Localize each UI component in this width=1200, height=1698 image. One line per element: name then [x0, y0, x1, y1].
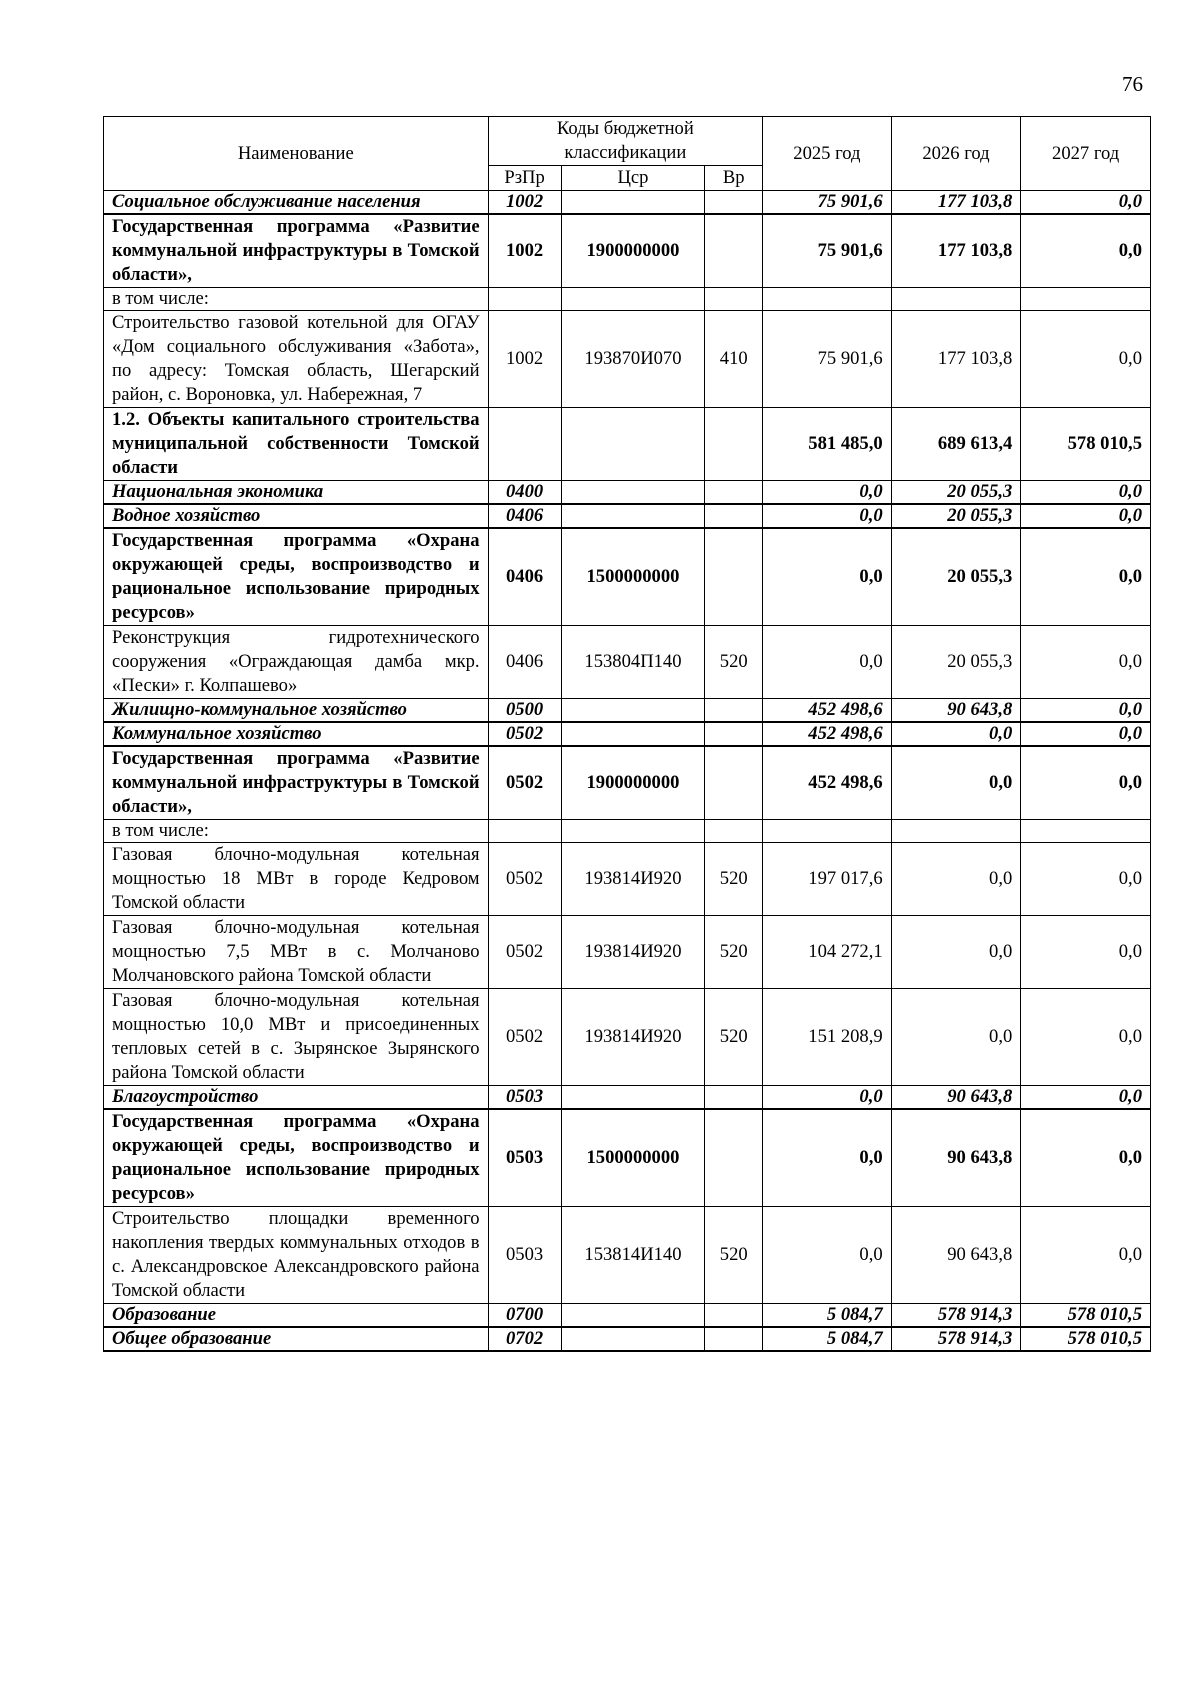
cell-2027: 578 010,5 — [1021, 1304, 1151, 1328]
cell-rzpr — [488, 408, 561, 481]
cell-2026: 578 914,3 — [891, 1304, 1021, 1328]
table-row — [104, 746, 1151, 820]
cell-vr — [705, 746, 763, 820]
cell-2027: 0,0 — [1021, 746, 1151, 820]
table-row — [104, 989, 1151, 1086]
header-2026: 2026 год — [891, 117, 1021, 191]
cell-rzpr: 0406 — [488, 504, 561, 528]
cell-csr: 153804П140 — [561, 626, 705, 699]
cell-rzpr: 1002 — [488, 214, 561, 288]
table-row — [104, 408, 1151, 481]
header-name: Наименование — [104, 117, 489, 191]
cell-rzpr: 1002 — [488, 191, 561, 215]
cell-2027: 0,0 — [1021, 481, 1151, 505]
cell-2025: 0,0 — [763, 1207, 892, 1304]
header-rzpr: РзПр — [488, 166, 561, 191]
cell-2027 — [1021, 820, 1151, 843]
cell-csr: 1900000000 — [561, 214, 705, 288]
cell-csr: 1900000000 — [561, 746, 705, 820]
cell-2027: 0,0 — [1021, 528, 1151, 626]
cell-csr — [561, 288, 705, 311]
cell-2027: 0,0 — [1021, 916, 1151, 989]
cell-2025: 0,0 — [763, 626, 892, 699]
cell-2026: 20 055,3 — [891, 626, 1021, 699]
cell-vr — [705, 214, 763, 288]
cell-vr — [705, 408, 763, 481]
table-row — [104, 504, 1151, 528]
cell-2026: 177 103,8 — [891, 214, 1021, 288]
cell-name: Коммунальное хозяйство — [104, 722, 489, 746]
header-codes-group: Коды бюджетной классификации — [488, 117, 763, 166]
table-row — [104, 699, 1151, 723]
table-row — [104, 481, 1151, 505]
cell-2025 — [763, 820, 892, 843]
cell-name: Государственная программа «Развитие коммунальной инфраструктуры в Томской области», — [104, 746, 489, 820]
cell-csr — [561, 481, 705, 505]
cell-vr — [705, 504, 763, 528]
table-body — [104, 191, 1151, 1352]
cell-2026: 689 613,4 — [891, 408, 1021, 481]
cell-rzpr: 0406 — [488, 528, 561, 626]
cell-vr — [705, 288, 763, 311]
cell-name: Газовая блочно-модульная котельная мощностью 10,0 МВт и присоединенных тепловых сетей в с. Зырянское Зырянского района Томской области — [104, 989, 489, 1086]
header-vr: Вр — [705, 166, 763, 191]
cell-vr — [705, 481, 763, 505]
cell-2026: 0,0 — [891, 989, 1021, 1086]
cell-vr: 520 — [705, 1207, 763, 1304]
cell-2027: 578 010,5 — [1021, 1327, 1151, 1351]
cell-2026: 20 055,3 — [891, 504, 1021, 528]
cell-vr — [705, 191, 763, 215]
header-2025: 2025 год — [763, 117, 892, 191]
table-row — [104, 1086, 1151, 1110]
cell-rzpr: 0702 — [488, 1327, 561, 1351]
cell-2025: 5 084,7 — [763, 1327, 892, 1351]
table-row — [104, 528, 1151, 626]
cell-2027: 0,0 — [1021, 626, 1151, 699]
table-row — [104, 1109, 1151, 1207]
cell-rzpr: 0700 — [488, 1304, 561, 1328]
cell-name: Государственная программа «Охрана окружающей среды, воспроизводство и рациональное использование природных ресурсов» — [104, 528, 489, 626]
cell-rzpr: 0400 — [488, 481, 561, 505]
cell-2027: 0,0 — [1021, 699, 1151, 723]
cell-csr: 1500000000 — [561, 1109, 705, 1207]
table-row — [104, 916, 1151, 989]
cell-2025: 452 498,6 — [763, 722, 892, 746]
cell-rzpr: 0502 — [488, 746, 561, 820]
cell-csr — [561, 191, 705, 215]
cell-csr — [561, 504, 705, 528]
cell-2026 — [891, 288, 1021, 311]
table-header — [104, 117, 1151, 191]
cell-2025: 0,0 — [763, 1086, 892, 1110]
cell-rzpr — [488, 820, 561, 843]
cell-2027: 0,0 — [1021, 214, 1151, 288]
cell-2025: 581 485,0 — [763, 408, 892, 481]
cell-2025: 452 498,6 — [763, 699, 892, 723]
cell-2025: 104 272,1 — [763, 916, 892, 989]
cell-rzpr: 0503 — [488, 1109, 561, 1207]
cell-csr: 193814И920 — [561, 916, 705, 989]
cell-name: Государственная программа «Развитие коммунальной инфраструктуры в Томской области», — [104, 214, 489, 288]
cell-name: Образование — [104, 1304, 489, 1328]
cell-2025: 197 017,6 — [763, 843, 892, 916]
cell-2025: 452 498,6 — [763, 746, 892, 820]
cell-name: Национальная экономика — [104, 481, 489, 505]
table-row — [104, 214, 1151, 288]
cell-vr — [705, 820, 763, 843]
header-csr: Цср — [561, 166, 705, 191]
cell-vr: 520 — [705, 989, 763, 1086]
cell-name: в том числе: — [104, 820, 489, 843]
cell-2025: 5 084,7 — [763, 1304, 892, 1328]
cell-csr: 1500000000 — [561, 528, 705, 626]
cell-2026: 0,0 — [891, 843, 1021, 916]
cell-vr — [705, 722, 763, 746]
table-row — [104, 191, 1151, 215]
cell-vr: 520 — [705, 916, 763, 989]
cell-2027: 0,0 — [1021, 1086, 1151, 1110]
cell-csr — [561, 699, 705, 723]
cell-csr — [561, 820, 705, 843]
cell-2026: 0,0 — [891, 916, 1021, 989]
cell-vr: 520 — [705, 843, 763, 916]
cell-csr: 153814И140 — [561, 1207, 705, 1304]
budget-table — [103, 116, 1151, 1352]
cell-2026: 90 643,8 — [891, 1207, 1021, 1304]
cell-name: Социальное обслуживание населения — [104, 191, 489, 215]
cell-2027: 0,0 — [1021, 504, 1151, 528]
table-row — [104, 626, 1151, 699]
table-row — [104, 1207, 1151, 1304]
cell-rzpr: 1002 — [488, 311, 561, 408]
cell-2025: 151 208,9 — [763, 989, 892, 1086]
cell-2025: 0,0 — [763, 481, 892, 505]
cell-2025: 75 901,6 — [763, 311, 892, 408]
table-row — [104, 311, 1151, 408]
cell-rzpr: 0502 — [488, 989, 561, 1086]
table-row — [104, 722, 1151, 746]
cell-csr — [561, 1304, 705, 1328]
cell-rzpr: 0500 — [488, 699, 561, 723]
cell-vr — [705, 1304, 763, 1328]
cell-name: в том числе: — [104, 288, 489, 311]
cell-2025 — [763, 288, 892, 311]
cell-vr: 410 — [705, 311, 763, 408]
cell-2025: 0,0 — [763, 528, 892, 626]
cell-2027: 0,0 — [1021, 989, 1151, 1086]
cell-name: Общее образование — [104, 1327, 489, 1351]
cell-2027: 0,0 — [1021, 1207, 1151, 1304]
cell-name: Газовая блочно-модульная котельная мощностью 18 МВт в городе Кедровом Томской области — [104, 843, 489, 916]
table-row — [104, 820, 1151, 843]
cell-csr — [561, 722, 705, 746]
cell-2026: 0,0 — [891, 746, 1021, 820]
cell-vr — [705, 1109, 763, 1207]
cell-name: Водное хозяйство — [104, 504, 489, 528]
cell-rzpr: 0502 — [488, 916, 561, 989]
cell-name: Благоустройство — [104, 1086, 489, 1110]
cell-vr — [705, 1086, 763, 1110]
cell-2026: 578 914,3 — [891, 1327, 1021, 1351]
cell-name: Газовая блочно-модульная котельная мощностью 7,5 МВт в с. Молчаново Молчановского района Томской области — [104, 916, 489, 989]
cell-csr: 193814И920 — [561, 843, 705, 916]
cell-2025: 75 901,6 — [763, 214, 892, 288]
cell-2027: 0,0 — [1021, 191, 1151, 215]
cell-name: Государственная программа «Охрана окружающей среды, воспроизводство и рациональное использование природных ресурсов» — [104, 1109, 489, 1207]
cell-csr: 193870И070 — [561, 311, 705, 408]
cell-2027 — [1021, 288, 1151, 311]
cell-2027: 578 010,5 — [1021, 408, 1151, 481]
cell-2027: 0,0 — [1021, 843, 1151, 916]
header-2027: 2027 год — [1021, 117, 1151, 191]
cell-vr — [705, 1327, 763, 1351]
cell-vr — [705, 699, 763, 723]
cell-2026: 177 103,8 — [891, 311, 1021, 408]
cell-2026: 90 643,8 — [891, 699, 1021, 723]
cell-2026 — [891, 820, 1021, 843]
cell-csr: 193814И920 — [561, 989, 705, 1086]
cell-name: Строительство газовой котельной для ОГАУ «Дом социального обслуживания «Забота», по адресу: Томская область, Шегарский район, с. Вороновка, ул. Набережная, 7 — [104, 311, 489, 408]
page-number: 76 — [1122, 72, 1143, 96]
cell-2026: 0,0 — [891, 722, 1021, 746]
cell-2025: 0,0 — [763, 504, 892, 528]
table-row — [104, 843, 1151, 916]
cell-csr — [561, 408, 705, 481]
cell-rzpr: 0502 — [488, 722, 561, 746]
cell-2027: 0,0 — [1021, 1109, 1151, 1207]
table-row — [104, 1304, 1151, 1328]
cell-name: 1.2. Объекты капитального строительства муниципальной собственности Томской области — [104, 408, 489, 481]
table-row — [104, 1327, 1151, 1351]
cell-2027: 0,0 — [1021, 722, 1151, 746]
cell-2026: 20 055,3 — [891, 481, 1021, 505]
cell-csr — [561, 1086, 705, 1110]
cell-name: Жилищно-коммунальное хозяйство — [104, 699, 489, 723]
cell-2026: 90 643,8 — [891, 1109, 1021, 1207]
cell-rzpr: 0406 — [488, 626, 561, 699]
cell-2027: 0,0 — [1021, 311, 1151, 408]
cell-name: Реконструкция гидротехнического сооружения «Ограждающая дамба мкр. «Пески» г. Колпашево» — [104, 626, 489, 699]
cell-2026: 90 643,8 — [891, 1086, 1021, 1110]
table-row — [104, 288, 1151, 311]
cell-vr: 520 — [705, 626, 763, 699]
cell-2026: 177 103,8 — [891, 191, 1021, 215]
cell-2025: 0,0 — [763, 1109, 892, 1207]
cell-rzpr — [488, 288, 561, 311]
cell-rzpr: 0502 — [488, 843, 561, 916]
cell-name: Строительство площадки временного накопления твердых коммунальных отходов в с. Александровское Александровского района Томской области — [104, 1207, 489, 1304]
cell-rzpr: 0503 — [488, 1086, 561, 1110]
cell-2026: 20 055,3 — [891, 528, 1021, 626]
cell-csr — [561, 1327, 705, 1351]
cell-2025: 75 901,6 — [763, 191, 892, 215]
cell-vr — [705, 528, 763, 626]
cell-rzpr: 0503 — [488, 1207, 561, 1304]
